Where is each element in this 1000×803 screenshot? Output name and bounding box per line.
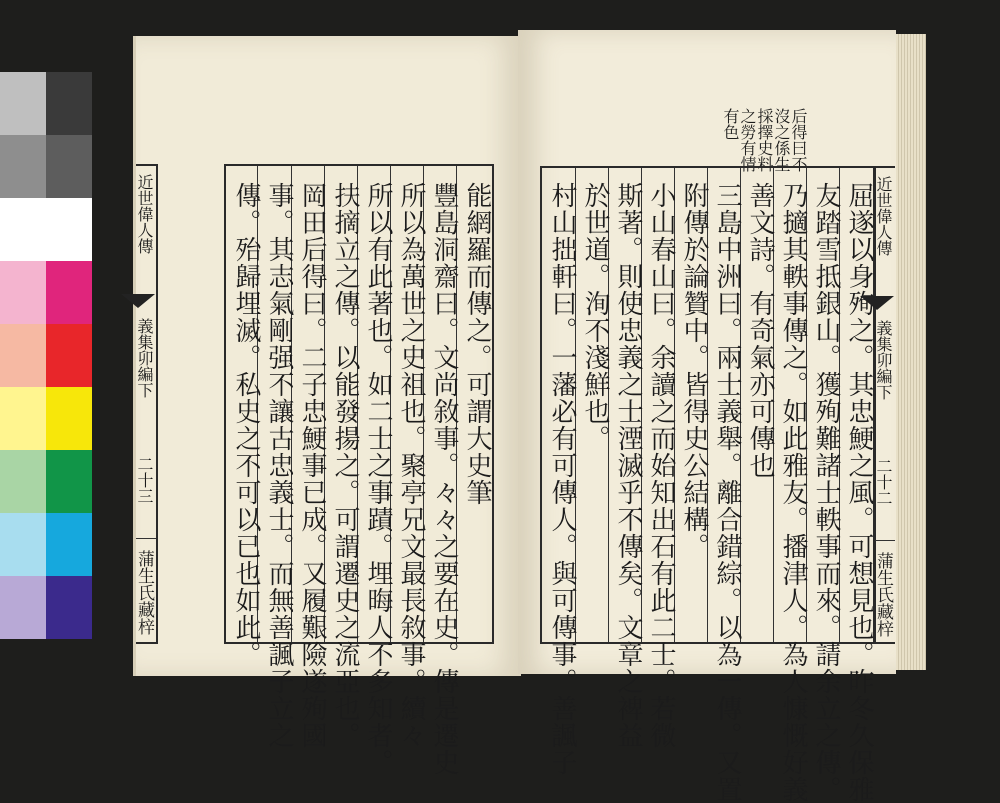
calibration-swatch	[0, 135, 46, 198]
right-text-column-1: 屈遂以身殉之。其忠鯁之風。可想見也。昨冬久保雅	[844, 182, 874, 803]
calibration-swatch	[0, 513, 46, 576]
left-margin-title: 近世偉人傳	[135, 174, 154, 254]
left-margin-publisher: 蒲生氏藏梓	[134, 550, 154, 635]
left-text-column-4: 所以有此著也。如二士之事蹟。埋晦人不多知者。	[363, 182, 393, 776]
marginal-note-col-4: 之勞有情	[738, 108, 757, 172]
right-text-frame	[540, 166, 876, 803]
calibration-swatch	[46, 513, 92, 576]
right-text-column-9: 於世道。洵不淺鮮也。	[580, 182, 610, 452]
left-text-frame	[224, 164, 494, 776]
right-text-column-4: 善文詩。有奇氣亦可傳也	[745, 182, 775, 479]
left-page	[133, 36, 521, 776]
calibration-swatch	[0, 387, 46, 450]
left-center-margin	[136, 164, 158, 644]
right-margin-section: 義集卯編下	[874, 320, 893, 400]
calibration-swatch	[46, 576, 92, 639]
right-text-column-10: 村山拙軒曰。一藩必有可傳人。與可傳事。善諷子	[547, 182, 577, 776]
calibration-swatch	[46, 261, 92, 324]
calibration-swatch	[46, 135, 92, 198]
left-text-column-7: 事。其志氣剛强不讓古忠義士。而無善諷子立之	[264, 182, 294, 749]
right-text-column-8: 斯著。則使忠義之士湮滅乎不傳矣。文章之裨益	[613, 182, 643, 749]
left-text-column-8: 傳。殆歸埋滅。私史之不可以已也如此。	[231, 182, 261, 668]
marginal-note-col-5: 有色	[721, 108, 740, 140]
marginal-note-col-2: 沒之係生	[772, 108, 791, 172]
left-text-column-5: 扶摘立之傳。以能發揚之。可謂遷史之流亞也。	[330, 182, 360, 749]
calibration-swatch	[0, 198, 46, 261]
right-text-column-2: 友踏雪抵銀山。獲殉難諸士軼事而來。請余立之傳。	[811, 182, 841, 803]
fish-tail-mark-right	[860, 296, 894, 310]
right-text-column-7: 小山春山曰。余讀之而始知出石有此二士。若微	[646, 182, 676, 749]
calibration-swatch	[0, 576, 46, 639]
left-text-column-3: 所以為萬世之史祖也。聚亭兄文最長敘事。續々	[396, 182, 426, 749]
right-text-column-6: 附傳於論贊中。皆得史公結構。	[679, 182, 709, 560]
calibration-swatch	[46, 387, 92, 450]
color-calibration-strip	[0, 72, 92, 640]
page-edges	[896, 34, 926, 670]
left-text-column-6: 岡田后得曰。二子忠鯁事已成。又履艱險遂殉國	[297, 182, 327, 749]
right-text-column-5: 三島中洲曰。兩士義舉。離合錯綜。以為一傳。又置	[712, 182, 742, 803]
calibration-swatch	[46, 198, 92, 261]
calibration-swatch	[46, 72, 92, 135]
left-margin-folio: 二十三	[135, 456, 154, 504]
right-page	[518, 30, 896, 803]
calibration-swatch	[0, 261, 46, 324]
calibration-swatch	[46, 324, 92, 387]
right-margin-title: 近世偉人傳	[874, 176, 893, 256]
left-margin-section: 義集卯編下	[135, 318, 154, 398]
calibration-swatch	[0, 324, 46, 387]
right-margin-publisher: 蒲生氏藏梓	[873, 552, 893, 637]
right-center-margin	[873, 166, 895, 644]
calibration-swatch	[46, 450, 92, 513]
marginal-note-col-3: 採擇史料	[755, 108, 774, 172]
calibration-swatch	[0, 72, 46, 135]
fish-tail-mark-top	[121, 294, 155, 308]
left-text-column-2: 豐島洞齋曰。文尚敘事。々々之要在史。傳是遷史	[429, 182, 459, 776]
calibration-swatch	[0, 450, 46, 513]
right-margin-folio: 二十二	[874, 458, 893, 506]
left-text-column-1: 能網羅而傳之。可謂大史筆	[462, 182, 492, 506]
marginal-note-col-1: 后得曰不	[789, 108, 808, 172]
right-text-column-3: 乃擿其軼事傳之。如此雅友。播津人。為人慷慨好義	[778, 182, 808, 803]
